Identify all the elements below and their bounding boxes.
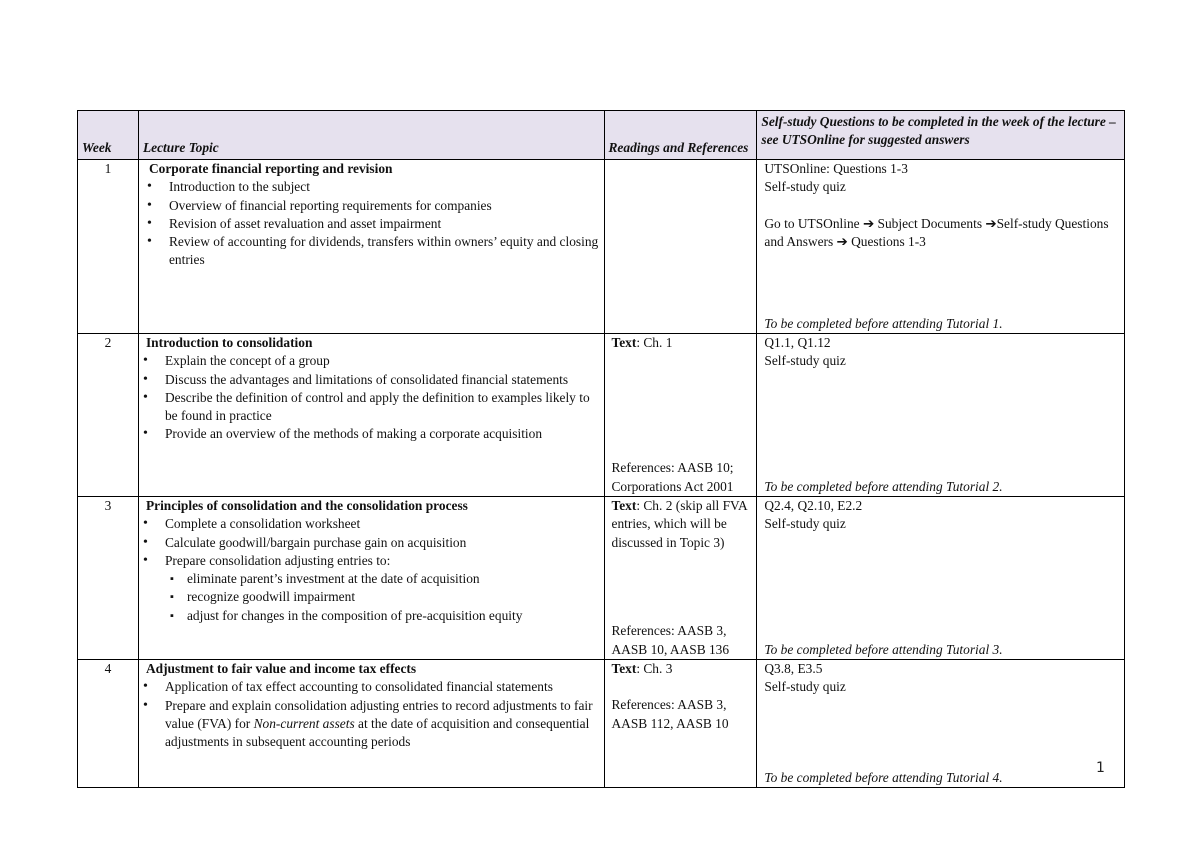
readings-text: [612, 334, 753, 352]
bullet-item: • Complete a consolidation worksheet: [165, 515, 600, 533]
tutorial-note: To be completed before attending Tutorial 1.: [764, 315, 1003, 331]
table-row: [78, 160, 1125, 334]
readings-cell: [604, 160, 757, 334]
bullet-item: • Discuss the advantages and limitations of consolidated financial statements: [165, 371, 600, 389]
table-row: [78, 660, 1125, 788]
self-study-line: Q3.8, E3.5: [764, 661, 823, 676]
tutorial-note: To be completed before attending Tutorial 2.: [764, 478, 1003, 494]
self-study-cell: [757, 160, 1125, 334]
header-self-study: Self-study Questions to be completed in the week of the lecture – see UTSOnline for suggested answers: [757, 111, 1125, 160]
bullet-text: Prepare consolidation adjusting entries to:: [164, 552, 391, 568]
schedule-table: [77, 110, 1125, 788]
text-chapter: : Ch. 1: [636, 335, 673, 350]
topic-bullets: [146, 352, 600, 443]
self-study-line: Self-study quiz: [764, 353, 846, 369]
week-number: 4: [78, 660, 139, 788]
bullet-item: • Explain the concept of a group: [165, 352, 600, 370]
header-lecture-topic: Lecture Topic: [138, 111, 604, 160]
table-row: [78, 334, 1125, 497]
bullet-text: Prepare and explain consolidation adjusting entries to record adjustments to fair value (FVA) for: [164, 697, 593, 731]
sub-bullets: [165, 570, 600, 625]
lecture-topic-cell: [138, 334, 604, 497]
bullet-text: at the date of acquisition and consequential adjustments in subsequent accounting periods: [164, 715, 590, 750]
header-row: [78, 111, 1125, 160]
bullet-item: [165, 697, 600, 752]
bullet-item: • Application of tax effect accounting to consolidated financial statements: [165, 678, 600, 696]
text-chapter: : Ch. 2 (skip all FVA entries, which will be discussed in Topic 3): [611, 498, 747, 550]
bullet-item: • Introduction to the subject: [169, 178, 600, 196]
self-study-line: Self-study quiz: [764, 679, 846, 695]
readings-text: [612, 660, 753, 678]
bullet-item: • Describe the definition of control and apply the definition to examples likely to be found in practice: [165, 389, 600, 426]
week-number: 1: [78, 160, 139, 334]
lecture-topic-cell: [138, 497, 604, 660]
text-label: Text: [611, 335, 637, 350]
self-study-line: UTSOnline: Questions 1-3: [764, 161, 908, 176]
bullet-item: • Calculate goodwill/bargain purchase gain on acquisition: [165, 534, 600, 552]
header-readings: Readings and References: [604, 111, 757, 160]
text-label: Text: [611, 498, 637, 513]
week-number: 2: [78, 334, 139, 497]
self-study-line: Q2.4, Q2.10, E2.2: [764, 498, 863, 513]
references: References: AASB 3, AASB 112, AASB 10: [611, 697, 729, 731]
bullet-emphasis: Non-current assets: [253, 715, 355, 731]
self-study-line: Self-study quiz: [764, 516, 846, 532]
self-study-line: Self-study quiz: [764, 179, 846, 195]
tutorial-note: To be completed before attending Tutorial 3.: [764, 641, 1003, 657]
sub-bullet-item: ▪ recognize goodwill impairment: [187, 588, 600, 606]
topic-bullets: [146, 678, 600, 751]
sub-bullet-item: ▪ adjust for changes in the composition of pre-acquisition equity: [187, 607, 600, 625]
topic-title: Introduction to consolidation: [145, 335, 313, 350]
references: References: AASB 10; Corporations Act 2001: [611, 460, 734, 494]
lecture-topic-cell: [138, 660, 604, 788]
topic-bullets: [146, 515, 600, 625]
topic-bullets: [149, 178, 600, 269]
bullet-item: • Review of accounting for dividends, transfers within owners’ equity and closing entries: [169, 233, 600, 270]
readings-cell: [604, 334, 757, 497]
topic-title: Principles of consolidation and the consolidation process: [145, 498, 468, 513]
readings-cell: [604, 497, 757, 660]
readings-text: [612, 497, 753, 552]
bullet-item: • Provide an overview of the methods of making a corporate acquisition: [165, 425, 600, 443]
self-study-cell: [757, 497, 1125, 660]
tutorial-note: To be completed before attending Tutorial 4.: [764, 769, 1003, 785]
self-study-line: Q1.1, Q1.12: [764, 335, 831, 350]
self-study-navigation: Go to UTSOnline ➔ Subject Documents ➔Self-study Questions and Answers ➔ Questions 1-3: [764, 215, 1109, 249]
header-week: Week: [78, 111, 139, 160]
self-study-cell: [757, 334, 1125, 497]
lecture-topic-cell: [138, 160, 604, 334]
bullet-item: • Revision of asset revaluation and asset impairment: [169, 215, 600, 233]
text-chapter: : Ch. 3: [636, 661, 673, 676]
table-row: [78, 497, 1125, 660]
sub-bullet-item: ▪ eliminate parent’s investment at the date of acquisition: [187, 570, 600, 588]
self-study-cell: [757, 660, 1125, 788]
text-label: Text: [611, 661, 637, 676]
bullet-item: • Overview of financial reporting requirements for companies: [169, 197, 600, 215]
topic-title: Adjustment to fair value and income tax effects: [145, 661, 417, 676]
page-number: 1: [1096, 760, 1105, 776]
references: References: AASB 3, AASB 10, AASB 136: [611, 623, 730, 657]
bullet-item: [165, 552, 600, 625]
topic-title: Corporate financial reporting and revision: [148, 161, 393, 176]
week-number: 3: [78, 497, 139, 660]
readings-cell: [604, 660, 757, 788]
